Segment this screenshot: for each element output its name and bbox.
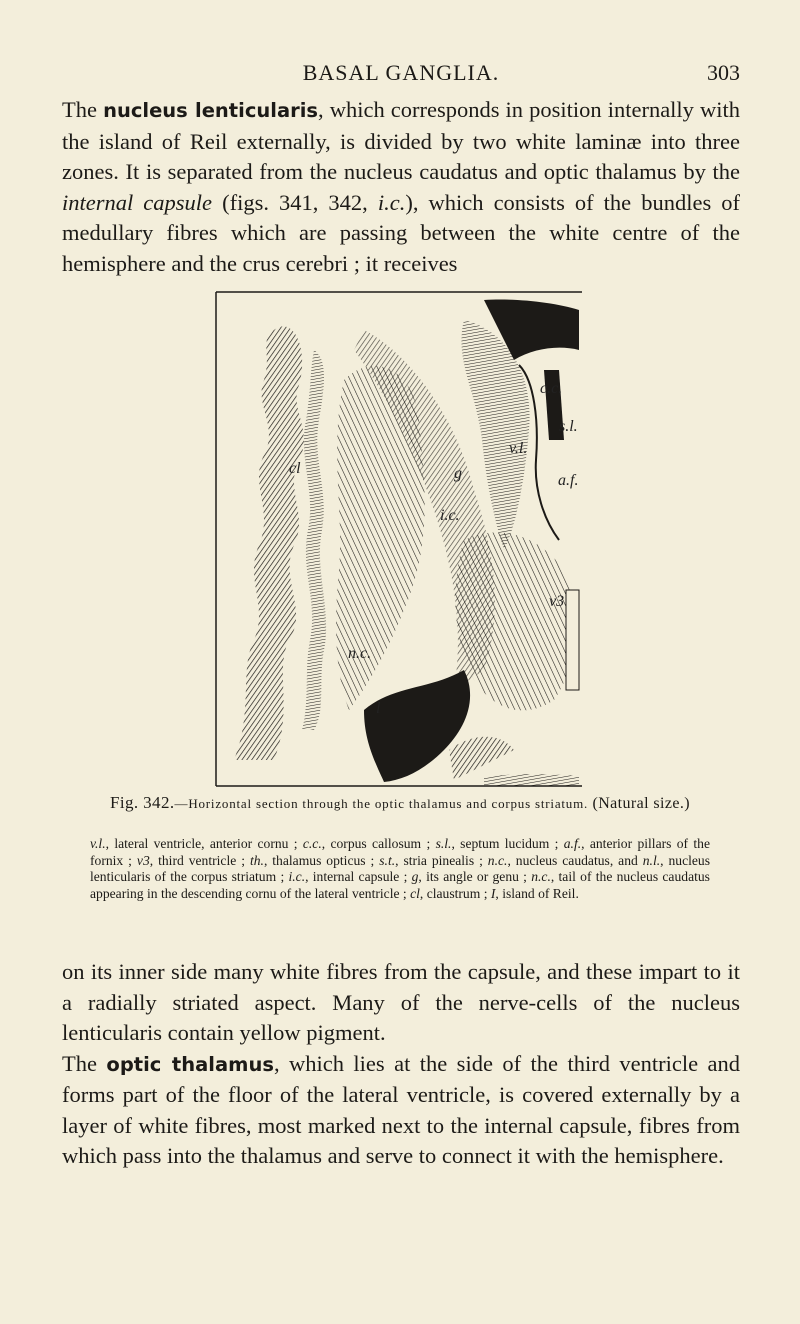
figure-subtitle: (Natural size.) (592, 795, 690, 812)
legend-text: , anterior pillars of the fornix ; (90, 836, 711, 868)
text-run: (figs. 341, 342, (212, 189, 378, 215)
label-v3: v3 (549, 593, 565, 610)
label-cl: cl (289, 460, 301, 477)
legend-abbr: c.c. (302, 836, 322, 851)
legend-abbr: n.c. (531, 869, 551, 885)
legend-abbr: i.c. (288, 869, 306, 885)
legend-abbr: s.l. (435, 836, 452, 851)
third-ventricle-region (566, 590, 579, 690)
legend-abbr: n.c. (487, 852, 508, 868)
bold-term-optic-thalamus: optic thalamus (106, 1052, 274, 1076)
legend-abbr: I (490, 885, 496, 901)
page-number: 303 (707, 60, 740, 85)
legend-text: , thalamus opticus ; (263, 852, 380, 868)
label-nc: n.c. (348, 645, 372, 662)
running-header (62, 60, 740, 90)
legend-text: , corpus callosum ; (321, 836, 436, 851)
legend-text: , internal capsule ; (305, 869, 412, 885)
bold-term-nucleus-lenticularis: nucleus lenticularis (103, 99, 319, 122)
text-run: on its inner side many white fibres from the capsule, and these impart to it a radially striated aspect. Many of the nerve-cells of the nucleus lenticularis contain yellow pigment. (62, 959, 740, 1045)
legend-abbr: n.l. (642, 852, 661, 868)
bottom-strip (484, 774, 579, 786)
body-paragraph-1 (62, 95, 740, 279)
legend-text: , its angle or genu ; (418, 869, 532, 885)
label-g: g (454, 465, 462, 482)
label-sl: s.l. (559, 418, 578, 435)
label-vl: v.l. (509, 440, 528, 457)
island-of-reil-region (234, 326, 304, 760)
legend-text: , stria pinealis ; (395, 852, 488, 868)
italic-abbr-ic: i.c. (377, 189, 406, 215)
label-ic: i.c. (440, 507, 460, 524)
legend-abbr: a.f. (563, 836, 582, 851)
anatomical-figure (214, 290, 584, 788)
legend-abbr: v3 (136, 852, 150, 868)
legend-abbr: th. (249, 852, 264, 868)
legend-abbr: g (411, 869, 419, 885)
body-paragraph-2 (62, 957, 740, 1172)
italic-term-internal-capsule: internal capsule (62, 189, 213, 215)
chapter-title: BASAL GANGLIA. (302, 60, 500, 85)
claustrum-region (302, 350, 326, 730)
legend-text: , septum lucidum ; (451, 836, 564, 851)
legend-text: , island of Reil. (495, 885, 579, 901)
legend-text: , claustrum ; (419, 885, 491, 901)
legend-text: , tail of the nucleus caudatus appearing in the descending cornu of the lateral ventricle ; (90, 869, 710, 901)
legend-text: , nucleus lenticularis of the corpus striatum ; (90, 852, 710, 885)
text-run: The (62, 1050, 107, 1076)
legend-text: , lateral ventricle, anterior cornu ; (105, 836, 303, 851)
text-run: ), which consists of the bundles of medullary fibres which are passing between the white centre of the hemisphere and the crus cerebri ; it receives (62, 189, 740, 276)
figure-title: —Horizontal section through the optic thalamus and corpus striatum. (174, 796, 589, 811)
text-run: , which lies at the side of the third ventricle and forms part of the floor of the lateral ventricle, is covered externally by a layer of white fibres, most marked next to the internal capsule, fibres from which pass into the thalamus and serve to connect it with the hemisphere. (62, 1050, 740, 1168)
hippocampal-region (449, 737, 514, 780)
thalamus-region (455, 532, 577, 710)
legend-abbr: v.l. (90, 836, 106, 851)
figure-caption (90, 793, 710, 813)
text-run: The (62, 97, 104, 122)
legend-text: , third ventricle ; (149, 852, 250, 868)
label-af: a.f. (558, 472, 579, 489)
legend-abbr: cl (410, 885, 420, 901)
figure-number: Fig. 342. (109, 793, 175, 812)
legend-text: , nucleus caudatus, and (507, 852, 643, 868)
text-run: , which corresponds in position internally with the island of Reil externally, is divided by two white laminæ into three zones. It is separated from the nucleus caudatus and optic thalamus by the (62, 97, 741, 184)
label-l: l (376, 700, 381, 717)
brain-section-illustration (214, 290, 584, 788)
label-cc: c.c. (540, 380, 563, 397)
legend-abbr: s.t. (379, 852, 396, 868)
figure-legend (90, 836, 710, 902)
